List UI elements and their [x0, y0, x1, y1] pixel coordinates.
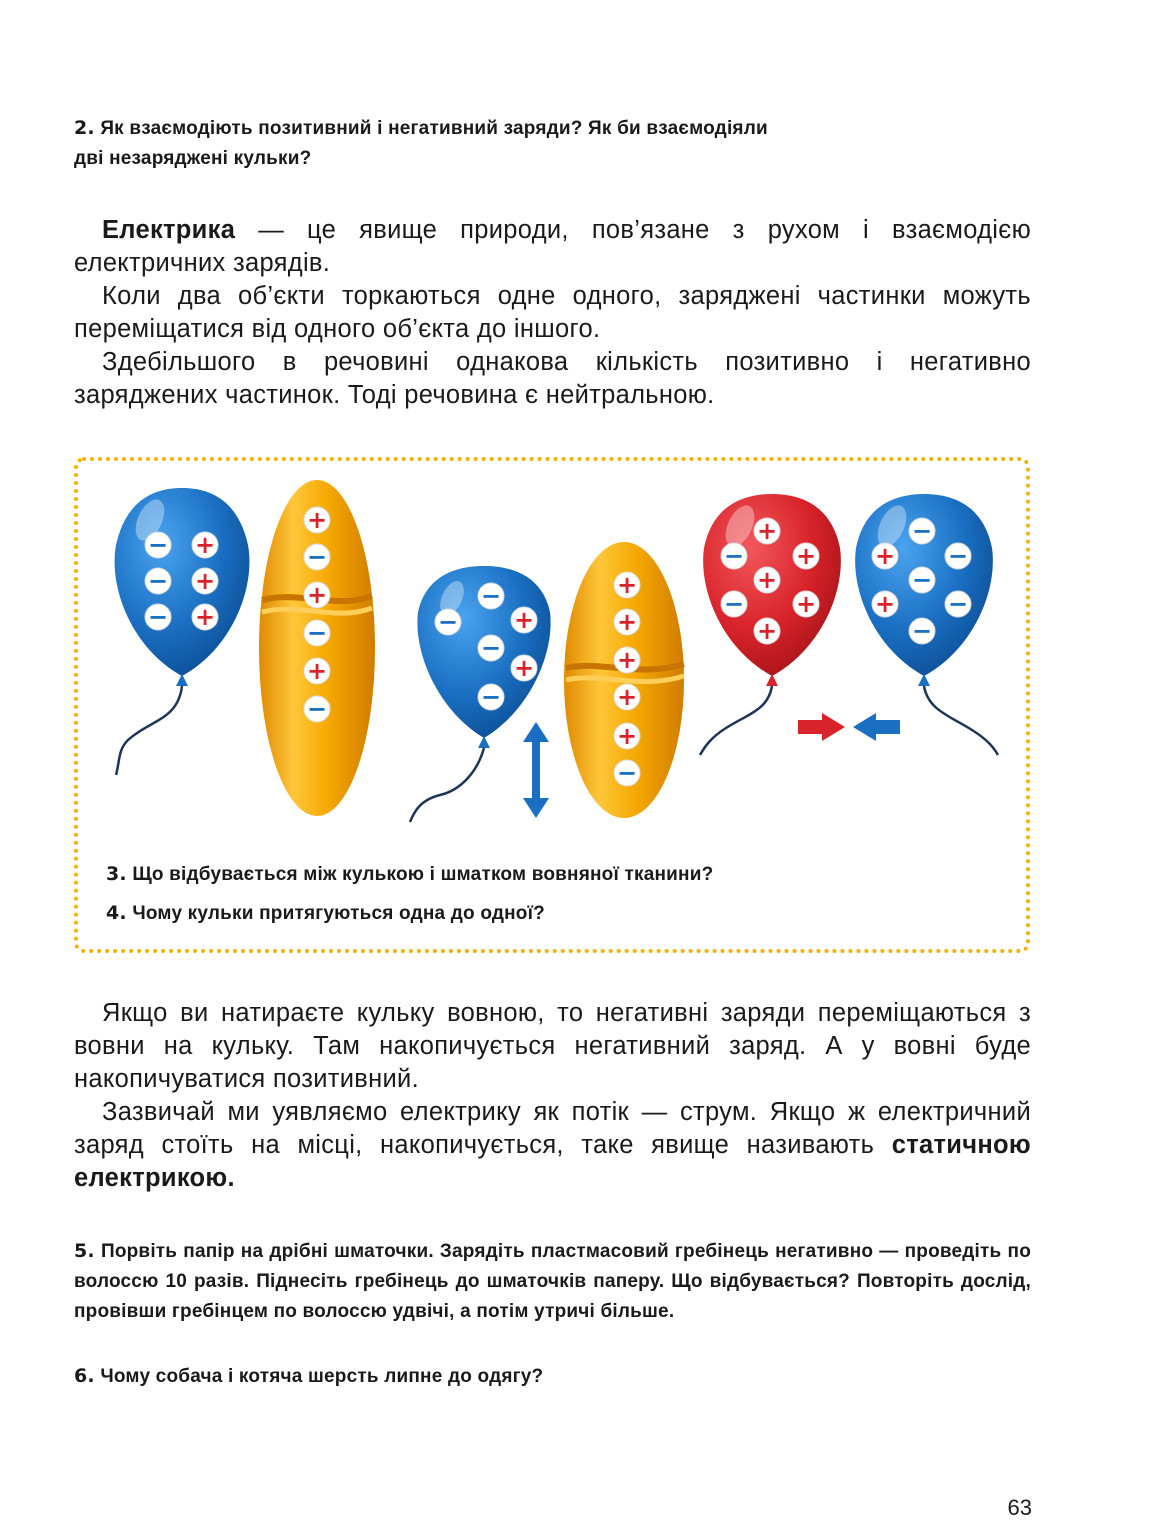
paragraph-static: [74, 1096, 1031, 1195]
question-text: Як взаємодіють позитивний і негативний заряди? Як би взаємодіяли: [100, 118, 768, 139]
plus-charge-icon: [754, 566, 780, 594]
svg-text:−: −: [911, 617, 933, 645]
question-3: [106, 859, 1006, 890]
minus-charge-icon: [478, 634, 504, 662]
plus-charge-icon: [192, 603, 218, 631]
svg-text:−: −: [147, 603, 169, 631]
svg-text:+: +: [513, 606, 535, 634]
minus-charge-icon: [145, 567, 171, 595]
plus-charge-icon: [304, 581, 330, 609]
svg-text:+: +: [874, 542, 896, 570]
minus-charge-icon: [721, 542, 747, 570]
svg-text:−: −: [306, 543, 328, 571]
svg-text:+: +: [616, 571, 638, 599]
minus-charge-icon: [909, 566, 935, 594]
definition-text: — це явище природи, пов’язане з рухом і взаємодією електричних зарядів.: [74, 216, 1031, 277]
minus-charge-icon: [304, 543, 330, 571]
minus-charge-icon: [145, 603, 171, 631]
plus-charge-icon: [872, 542, 898, 570]
question-5: [74, 1236, 1031, 1327]
balloon-illustration: [90, 480, 1020, 835]
paragraph-neutral: Здебільшого в речовині однакова кількість позитивно і негативно заряджених частинок. Тоді речовина є нейтральною.: [74, 348, 1031, 409]
svg-text:−: −: [947, 542, 969, 570]
svg-text:−: −: [723, 590, 745, 618]
plus-charge-icon: [304, 506, 330, 534]
question-number: 2.: [74, 117, 95, 139]
definition-paragraph: [74, 214, 1031, 280]
term-electricity: Електрика: [102, 216, 236, 244]
svg-text:+: +: [513, 654, 535, 682]
svg-text:+: +: [616, 608, 638, 636]
question-text-line2: дві незаряджені кульки?: [74, 148, 312, 169]
svg-text:−: −: [911, 566, 933, 594]
svg-text:−: −: [306, 695, 328, 723]
minus-charge-icon: [145, 531, 171, 559]
minus-charge-icon: [304, 619, 330, 647]
plus-charge-icon: [793, 590, 819, 618]
svg-text:−: −: [437, 608, 459, 636]
plus-charge-icon: [304, 657, 330, 685]
question-text: Що відбувається між кулькою і шматком вовняної тканини?: [132, 864, 714, 885]
svg-text:−: −: [147, 567, 169, 595]
svg-text:−: −: [480, 683, 502, 711]
plus-charge-icon: [872, 590, 898, 618]
svg-text:+: +: [616, 646, 638, 674]
paragraph-rubbing: Якщо ви натираєте кульку вовною, то негативні заряди переміщаються з вовни на кульку. Там накопичується негативний заряд. А у вовні буде накопичуватися позитивний.: [74, 999, 1031, 1093]
term-static-electricity: статичною електрикою.: [74, 1131, 1031, 1192]
attract-arrows-icon: [798, 713, 900, 741]
svg-text:+: +: [306, 581, 328, 609]
question-text: Чому собача і котяча шерсть липне до одягу?: [100, 1366, 544, 1387]
svg-text:−: −: [616, 759, 638, 787]
double-arrow-icon: [523, 722, 549, 818]
svg-text:+: +: [306, 506, 328, 534]
plus-charge-icon: [614, 683, 640, 711]
question-number: 5.: [74, 1240, 95, 1262]
balloon-1: [115, 488, 250, 775]
svg-text:+: +: [756, 566, 778, 594]
svg-text:−: −: [480, 634, 502, 662]
plus-charge-icon: [614, 571, 640, 599]
static-text: Зазвичай ми уявляємо електрику як потік — струм. Якщо ж електричний заряд стоїть на місці, накопичується, таке явище називають: [74, 1098, 1031, 1159]
svg-text:+: +: [194, 567, 216, 595]
minus-charge-icon: [945, 542, 971, 570]
svg-text:+: +: [756, 517, 778, 545]
minus-charge-icon: [945, 590, 971, 618]
minus-charge-icon: [478, 582, 504, 610]
plus-charge-icon: [754, 617, 780, 645]
minus-charge-icon: [909, 517, 935, 545]
svg-text:−: −: [723, 542, 745, 570]
plus-charge-icon: [511, 606, 537, 634]
minus-charge-icon: [909, 617, 935, 645]
minus-charge-icon: [614, 759, 640, 787]
svg-text:−: −: [911, 517, 933, 545]
svg-text:+: +: [874, 590, 896, 618]
question-2: [74, 113, 974, 174]
svg-text:+: +: [616, 722, 638, 750]
plus-charge-icon: [192, 567, 218, 595]
svg-text:−: −: [147, 531, 169, 559]
plus-charge-icon: [511, 654, 537, 682]
svg-text:+: +: [194, 603, 216, 631]
minus-charge-icon: [304, 695, 330, 723]
plus-charge-icon: [754, 517, 780, 545]
plus-charge-icon: [614, 646, 640, 674]
svg-text:−: −: [306, 619, 328, 647]
question-4: [106, 898, 1006, 929]
question-number: 6.: [74, 1365, 95, 1387]
question-6: [74, 1361, 1031, 1392]
paragraph-contact: Коли два об’єкти торкаються одне одного, заряджені частинки можуть переміщатися від одного об’єкта до іншого.: [74, 282, 1031, 343]
question-number: 4.: [106, 902, 127, 924]
svg-text:+: +: [795, 542, 817, 570]
minus-charge-icon: [721, 590, 747, 618]
svg-text:−: −: [947, 590, 969, 618]
page-number: 63: [1007, 1495, 1032, 1520]
plus-charge-icon: [614, 722, 640, 750]
svg-text:+: +: [306, 657, 328, 685]
question-text: Порвіть папір на дрібні шматочки. Зарядіть пластмасовий гребінець негативно — проведіть по волоссю 10 разів. Піднесіть гребінець до шматочків паперу. Що відбувається? Повторіть дослід, провівши гребінцем по волоссю удвічі, а потім утричі більше.: [74, 1241, 1031, 1322]
question-number: 3.: [106, 863, 127, 885]
svg-text:+: +: [756, 617, 778, 645]
plus-charge-icon: [614, 608, 640, 636]
svg-text:+: +: [194, 531, 216, 559]
svg-text:−: −: [480, 582, 502, 610]
minus-charge-icon: [478, 683, 504, 711]
plus-charge-icon: [793, 542, 819, 570]
question-text: Чому кульки притягуються одна до одної?: [132, 903, 545, 924]
lower-paragraphs: [74, 997, 1031, 1195]
plus-charge-icon: [192, 531, 218, 559]
svg-text:+: +: [616, 683, 638, 711]
intro-paragraphs: [74, 214, 1031, 412]
minus-charge-icon: [435, 608, 461, 636]
svg-text:+: +: [795, 590, 817, 618]
